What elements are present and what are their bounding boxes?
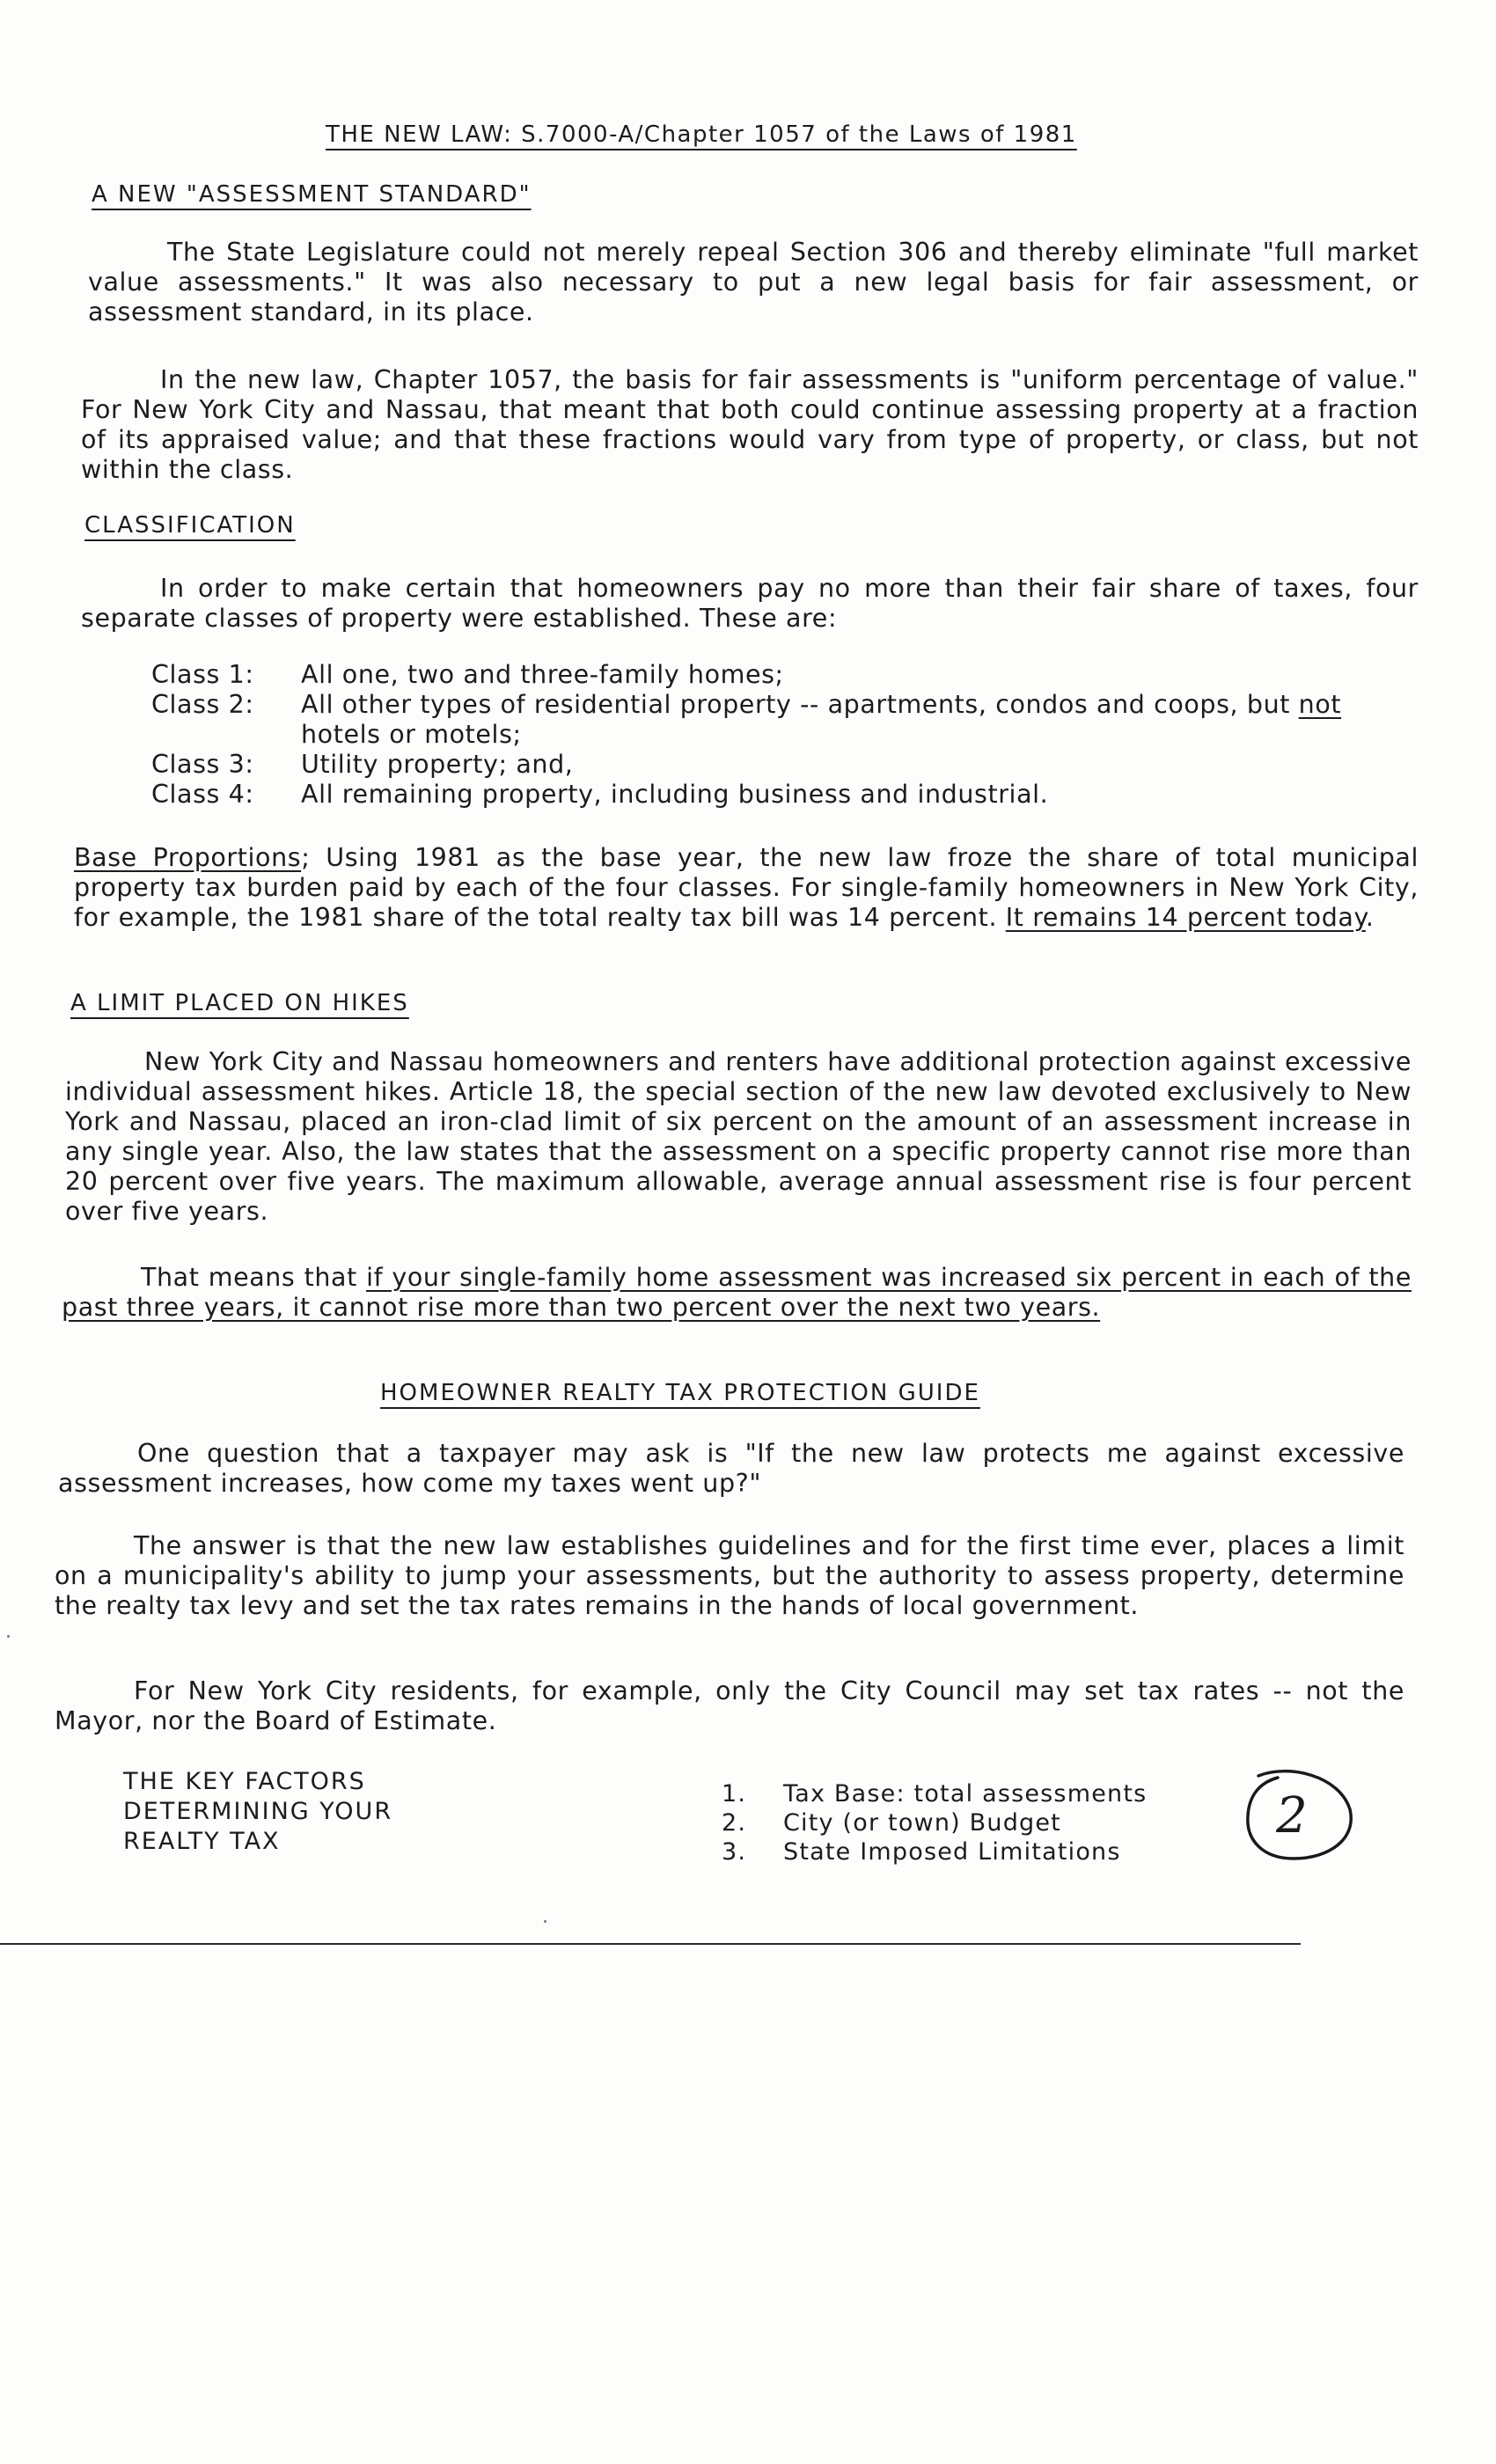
class-description-part: hotels or motels; [301, 720, 522, 749]
class-description-emphasis: not [1298, 690, 1342, 719]
base-proportions-text: ; Using 1981 as the base year, the new law froze the share of total municipal property tax burden paid by each of the four classes. For single-family homeowners in New York City, for example, the 1981 share of the total realty tax bill was 14 percent. [74, 843, 1419, 932]
key-factor-item [722, 1837, 1147, 1866]
paragraph-classification-intro: In order to make certain that homeowners pay no more than their fair share of taxes, four separate classes of property were established. These are: [81, 574, 1419, 633]
heading-protection-guide: HOMEOWNER REALTY TAX PROTECTION GUIDE [380, 1380, 980, 1406]
key-factor-number: 3. [722, 1838, 747, 1866]
bottom-rule [0, 1943, 1301, 1945]
base-proportions-end: . [1365, 903, 1375, 932]
class-item [151, 780, 1401, 810]
key-factors-title-line: DETERMINING YOUR [123, 1798, 393, 1825]
page-number: 2 [1276, 1787, 1308, 1844]
key-factor-number: 1. [722, 1780, 747, 1808]
class-label: Class 3: [151, 750, 254, 779]
key-factor-text: Tax Base: total assessments [783, 1780, 1148, 1808]
class-list [151, 660, 1401, 810]
document-title: THE NEW LAW: S.7000-A/Chapter 1057 of the Laws of 1981 [326, 121, 1077, 148]
heading-classification: CLASSIFICATION [84, 512, 296, 539]
heading-assessment-standard: A NEW "ASSESSMENT STANDARD" [92, 181, 532, 208]
paragraph-guide-tax-rates: For New York City residents, for example, only the City Council may set tax rates -- not the Mayor, nor the Board of Estimate. [55, 1676, 1404, 1735]
key-factors-list [722, 1779, 1147, 1866]
key-factors-title [123, 1767, 392, 1857]
key-factors-title-line: REALTY TAX [123, 1828, 281, 1855]
class-label: Class 2: [151, 690, 254, 719]
key-factor-text: State Imposed Limitations [783, 1838, 1121, 1866]
key-factor-item [722, 1808, 1147, 1837]
class-description: All remaining property, including business and industrial. [301, 780, 1049, 809]
paragraph-base-proportions [74, 843, 1419, 933]
paragraph-guide-answer: The answer is that the new law establishes guidelines and for the first time ever, places a limit on a municipality's ability to jump your assessments, but the authority to assess property, determine the realty tax levy and set the tax rates remains in the hands of local government. [55, 1531, 1404, 1620]
class-label: Class 1: [151, 660, 254, 689]
heading-limit-hikes: A LIMIT PLACED ON HIKES [70, 990, 409, 1016]
class-label: Class 4: [151, 780, 254, 809]
paragraph-limit-example [62, 1263, 1412, 1323]
class-description [301, 690, 1401, 750]
key-factor-text: City (or town) Budget [783, 1809, 1061, 1837]
limit-example-emphasis: if your single-family home assessment was increased six percent in each of the past three years, it cannot rise more than two percent over the next two years. [62, 1263, 1412, 1322]
class-item [151, 690, 1401, 750]
class-item [151, 660, 1401, 690]
base-proportions-label: Base Proportions [74, 843, 302, 872]
key-factors-title-line: THE KEY FACTORS [123, 1768, 366, 1795]
paragraph-assessment-1: The State Legislature could not merely repeal Section 306 and thereby eliminate "full market value assessments." It was also necessary to put a new legal basis for fair assessment, or assessment standard, in its place. [88, 238, 1419, 326]
class-item [151, 750, 1401, 780]
scan-speck [7, 1635, 10, 1638]
class-description-part: All other types of residential property -- apartments, condos and coops, but [301, 690, 1299, 719]
key-factor-item [722, 1779, 1147, 1808]
paragraph-assessment-2: In the new law, Chapter 1057, the basis for fair assessments is "uniform percentage of value." For New York City and Nassau, that meant that both could continue assessing property at a fraction of its appraised value; and that these fractions would vary from type of property, or class, but not within the class. [81, 365, 1419, 484]
scan-speck [544, 1920, 546, 1923]
class-description: Utility property; and, [301, 750, 574, 779]
key-factor-number: 2. [722, 1809, 747, 1837]
base-proportions-emphasis: It remains 14 percent today [1005, 903, 1366, 932]
class-description: All one, two and three-family homes; [301, 660, 784, 689]
circled-page-number [1241, 1767, 1355, 1864]
paragraph-guide-question: One question that a taxpayer may ask is "If the new law protects me against excessive assessment increases, how come my taxes went up?" [58, 1439, 1404, 1498]
limit-example-lead: That means that [141, 1263, 367, 1292]
paragraph-limit-hikes: New York City and Nassau homeowners and renters have additional protection against excessive individual assessment hikes. Article 18, the special section of the new law devoted exclusively to New York and Nassau, placed an iron-clad limit of six percent on the amount of an assessment increase in any single year. Also, the law states that the assessment on a specific property cannot rise more than 20 percent over five years. The maximum allowable, average annual assessment rise is four percent over five years. [65, 1047, 1412, 1226]
